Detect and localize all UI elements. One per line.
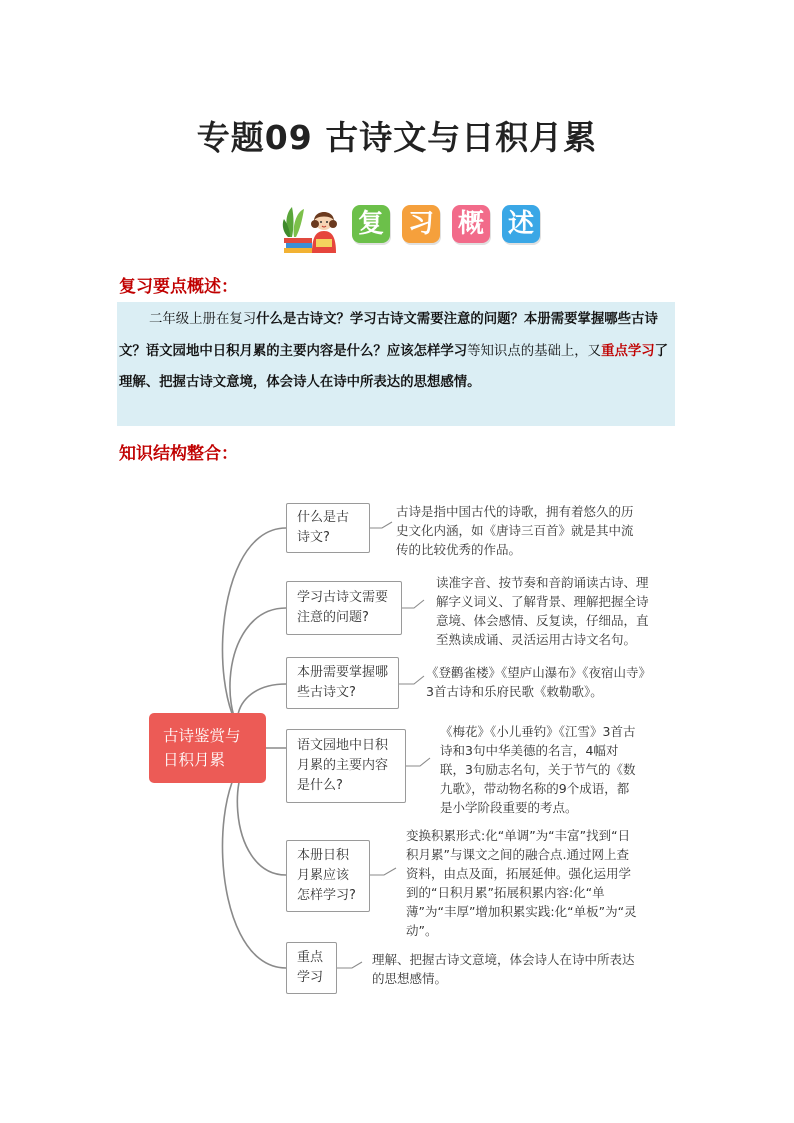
branch-label: 学习古诗文需要注意的问题?	[297, 590, 389, 625]
branch-desc-1: 古诗是指中国古代的诗歌，拥有着悠久的历史文化内涵，如《唐诗三百首》就是其中流传的比较优秀的作品。	[396, 504, 634, 557]
summary-part-1: 二年级上册在复习	[149, 312, 257, 327]
summary-part-2: 什么是古诗文？学习古诗文需要注意的问题？本册需要掌握哪些古诗文？语文园地中日积月累的主要内容是什么？应该怎样学习	[119, 311, 658, 359]
summary-part-3: 等知识点的基础上，又	[467, 343, 602, 359]
branch-learning-notes	[286, 581, 402, 635]
branch-label: 语文园地中日积月累的主要内容是什么?	[297, 738, 389, 793]
mindmap-root: 古诗鉴赏与日积月累	[149, 713, 266, 783]
branch-key-study	[286, 942, 337, 994]
branch-required-poems	[286, 657, 399, 709]
banner-char-4: 述	[502, 205, 540, 243]
branch-label: 重点学习	[297, 950, 324, 985]
branch-what-is-poetry	[286, 503, 370, 553]
branch-desc-2: 读准字音、按节奏和音韵诵读古诗、理解字义词义、了解背景、理解把握全诗意境、体会感情、反复读，仔细品，直至熟读成诵、灵活运用古诗文名句。	[436, 575, 649, 647]
branch-desc-5: 变换积累形式:化“单调”为“丰富”找到“日积月累”与课文之间的融合点.通过网上查资料，由点及面，拓展延伸。强化运用学到的“日积月累”拓展积累内容:化“单薄”为“丰厚”增加积累实践:化“单板”为“灵动”。	[406, 828, 637, 938]
banner-char-3: 概	[452, 205, 490, 243]
summary-highlight: 重点学习	[601, 342, 655, 359]
structure-heading: 知识结构整合：	[119, 444, 238, 464]
page-title: 专题09 古诗文与日积月累	[196, 118, 598, 157]
review-heading: 复习要点概述：	[119, 277, 238, 297]
branch-label: 什么是古诗文?	[297, 510, 350, 545]
branch-label: 本册需要掌握哪些古诗文?	[297, 665, 389, 700]
branch-desc-4: 《梅花》《小儿垂钓》《江雪》3首古诗和3句中华美德的名言，4幅对联，3句励志名句，关于节气的《数九歌》，带动物名称的9个成语，都是小学阶段重要的考点。	[440, 724, 636, 815]
banner-char-2: 习	[402, 205, 440, 243]
summary-part-5: 了理解、把握古诗文意境，体会诗人在诗中所表达的思想感情。	[119, 342, 669, 390]
branch-desc-6: 理解、把握古诗文意境，体会诗人在诗中所表达的思想感情。	[372, 952, 635, 986]
banner-char-1: 复	[352, 205, 390, 243]
branch-how-to-learn	[286, 840, 370, 912]
branch-desc-3: 《登鹳雀楼》《望庐山瀑布》《夜宿山寺》3首古诗和乐府民歌《敕勒歌》。	[426, 665, 652, 699]
branch-daily-accumulation-content	[286, 729, 406, 803]
branch-label: 本册日积月累应该怎样学习?	[297, 848, 356, 903]
